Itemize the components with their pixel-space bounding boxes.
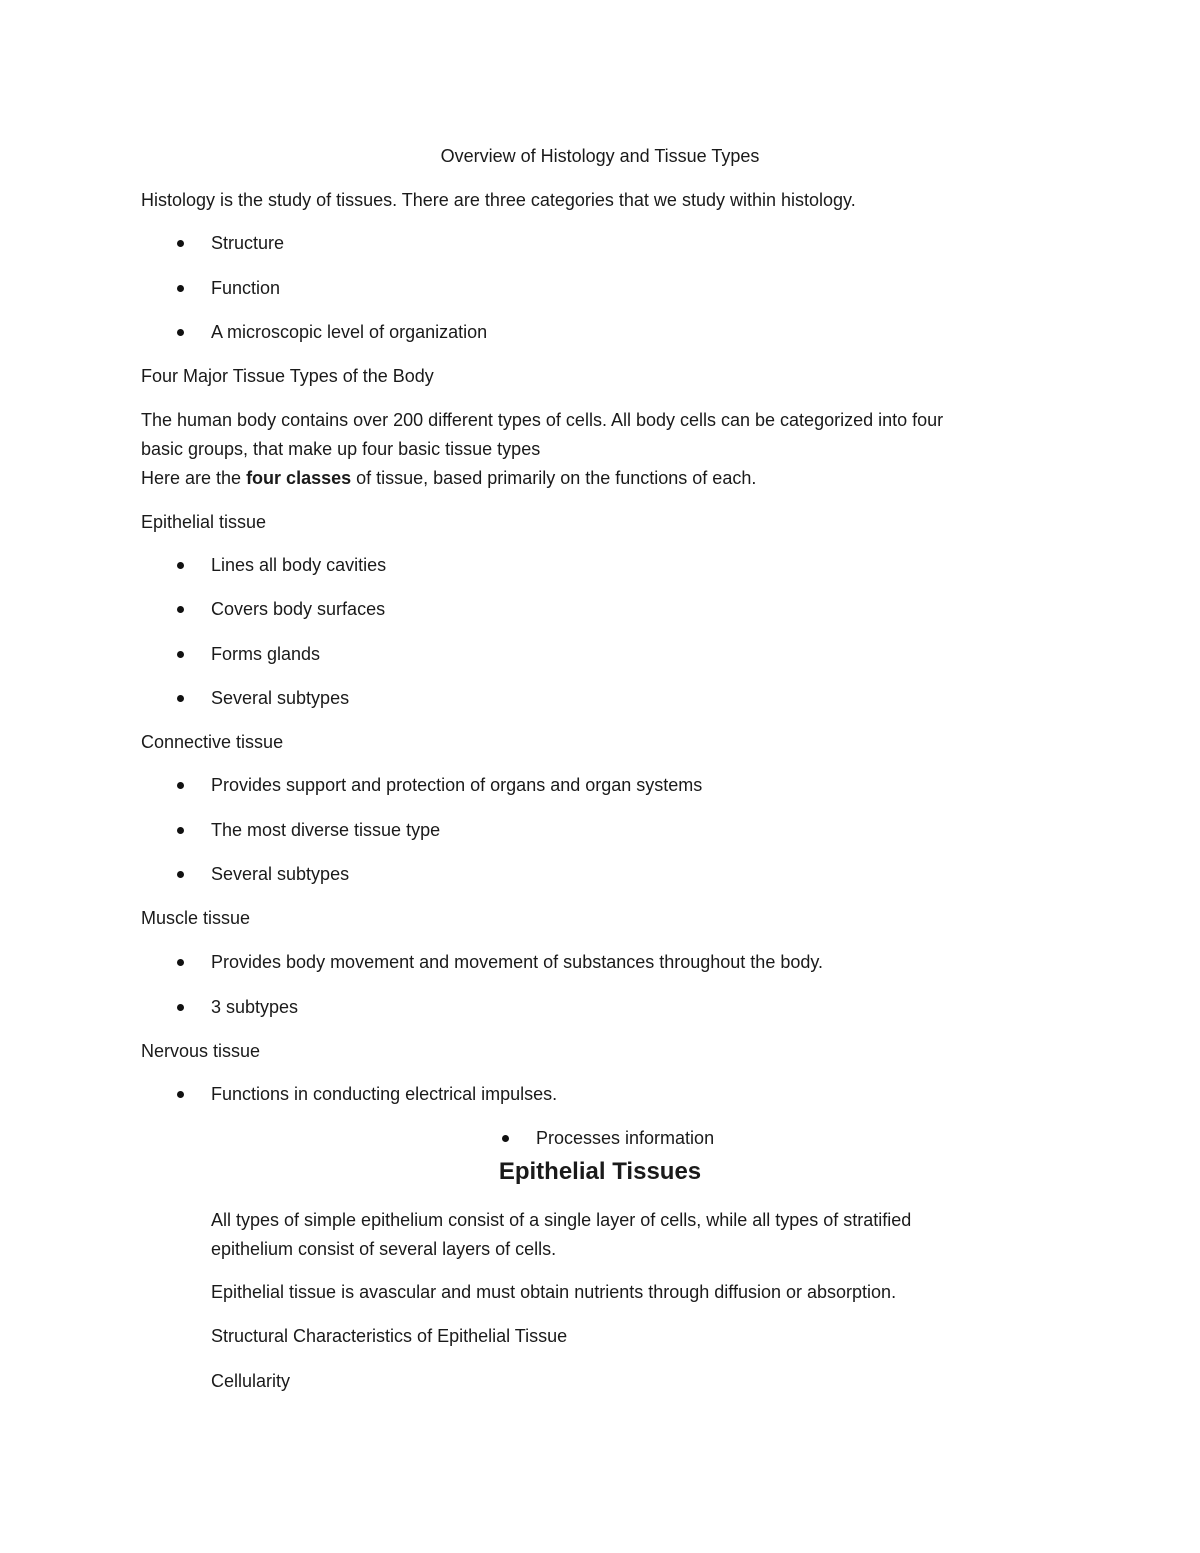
bullet-icon	[177, 285, 184, 292]
bullet-icon	[177, 562, 184, 569]
bullet-icon	[177, 871, 184, 878]
bullet-icon	[177, 651, 184, 658]
section-heading: Four Major Tissue Types of the Body	[141, 366, 434, 386]
list-item: 3 subtypes	[211, 997, 299, 1017]
list-item: Forms glands	[211, 644, 321, 664]
tissue-heading: Muscle tissue	[141, 908, 251, 928]
list-item: Functions in conducting electrical impulses.	[211, 1084, 558, 1104]
section-title: Epithelial Tissues	[498, 1158, 702, 1185]
list-item: Provides support and protection of organs and organ systems	[211, 775, 703, 795]
list-item: Provides body movement and movement of substances throughout the body.	[211, 952, 824, 972]
list-item: Lines all body cavities	[211, 555, 387, 575]
bullet-icon	[177, 606, 184, 613]
tissue-heading: Epithelial tissue	[141, 512, 267, 532]
paragraph-line	[141, 464, 756, 493]
bullet-icon	[177, 959, 184, 966]
paragraph-line: The human body contains over 200 different types of cells. All body cells can be categorized into four	[141, 410, 944, 430]
bullet-icon	[177, 329, 184, 336]
list-item: Structure	[211, 233, 285, 253]
paragraph-line: basic groups, that make up four basic tissue types	[141, 439, 541, 459]
paragraph-line: All types of simple epithelium consist of a single layer of cells, while all types of stratified	[211, 1210, 912, 1230]
list-item: Several subtypes	[211, 688, 350, 708]
bullet-icon	[177, 827, 184, 834]
paragraph: Epithelial tissue is avascular and must obtain nutrients through diffusion or absorption.	[211, 1282, 897, 1302]
list-item: Covers body surfaces	[211, 599, 386, 619]
paragraph: Structural Characteristics of Epithelial Tissue	[211, 1326, 568, 1346]
bullet-icon	[177, 782, 184, 789]
list-item: Function	[211, 278, 281, 298]
paragraph: Cellularity	[211, 1371, 291, 1391]
bullet-icon	[177, 695, 184, 702]
bullet-icon	[177, 1091, 184, 1098]
bold-text: four classes	[246, 468, 352, 488]
bullet-icon	[502, 1135, 509, 1142]
list-item: Several subtypes	[211, 864, 350, 884]
paragraph-line: epithelium consist of several layers of cells.	[211, 1239, 557, 1259]
tissue-heading: Nervous tissue	[141, 1041, 261, 1061]
page-title: Overview of Histology and Tissue Types	[440, 146, 760, 166]
bullet-icon	[177, 1004, 184, 1011]
intro-paragraph: Histology is the study of tissues. There are three categories that we study within histology.	[141, 190, 856, 210]
paragraph-text: of tissue, based primarily on the functions of each.	[351, 468, 757, 488]
paragraph-text: Here are the	[141, 468, 247, 488]
list-item: The most diverse tissue type	[211, 820, 441, 840]
bullet-icon	[177, 240, 184, 247]
list-item: Processes information	[536, 1128, 715, 1148]
tissue-heading: Connective tissue	[141, 732, 284, 752]
list-item: A microscopic level of organization	[211, 322, 488, 342]
